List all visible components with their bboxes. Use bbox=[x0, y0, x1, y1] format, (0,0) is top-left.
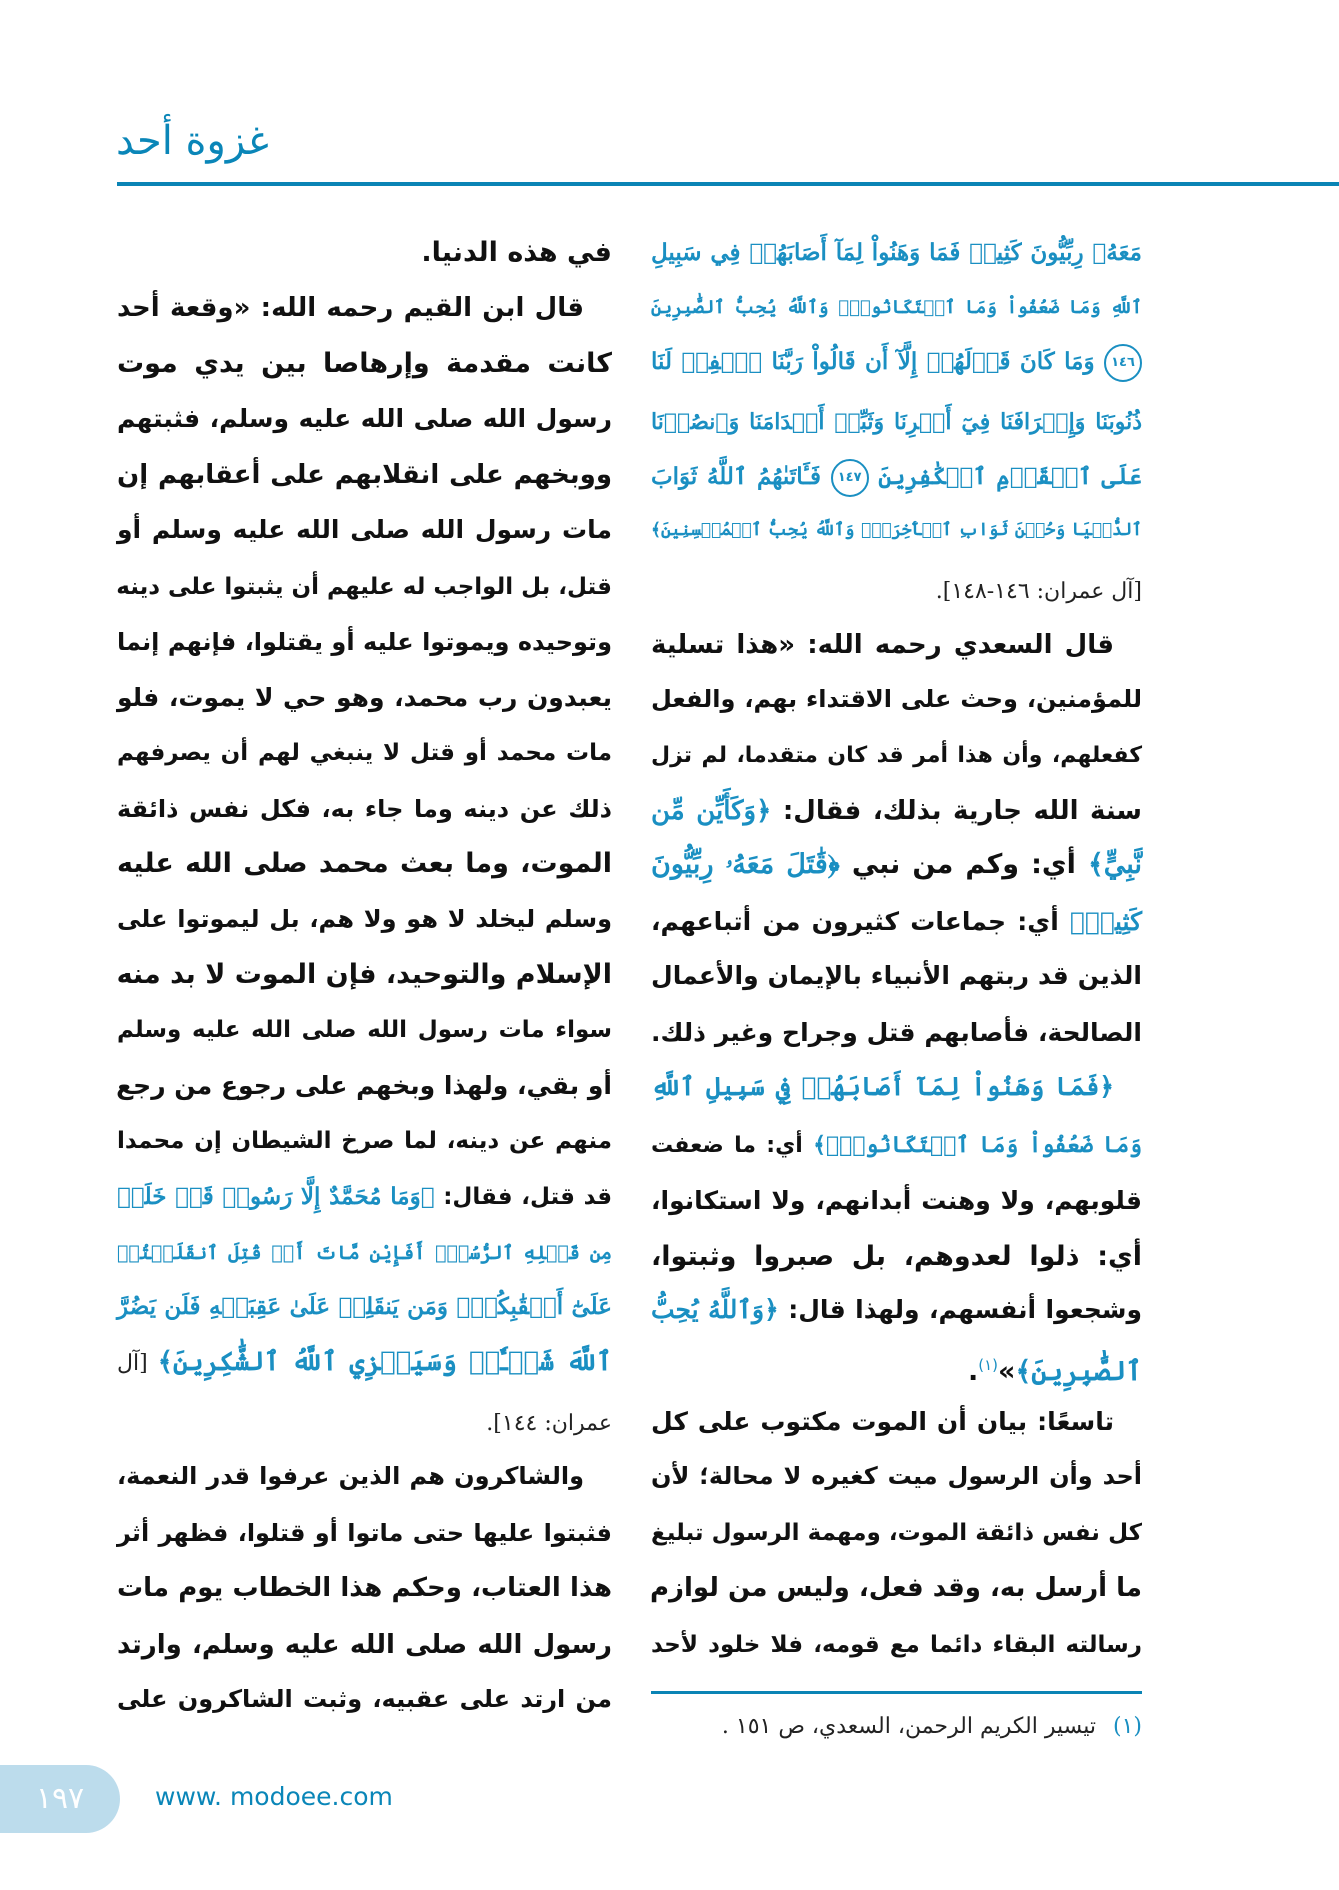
text-line bbox=[651, 1338, 1142, 1392]
ayah-number-marker: ١٤٧ bbox=[831, 459, 869, 497]
text-line bbox=[651, 1230, 1142, 1284]
text-line bbox=[651, 618, 1142, 672]
text-line bbox=[651, 949, 1142, 1003]
text-line bbox=[651, 1561, 1142, 1615]
body-text: سواء مات رسول الله صلى الله عليه وسلم bbox=[117, 1017, 612, 1043]
text-line bbox=[117, 392, 612, 446]
quran-verse-text: ذُنُوبَنَا وَإِسۡرَافَنَا فِيٓ أَمۡرِنَا وَثَبِّتۡ أَقۡدَامَنَا وَٱنصُرۡنَا bbox=[651, 409, 1142, 435]
website-link[interactable]: www. modoee.com bbox=[155, 1782, 393, 1811]
body-text: رسول الله صلى الله عليه وسلم، وارتد bbox=[117, 1630, 612, 1660]
body-text: وتوحيده ويموتوا عليه أو يقتلوا، فإنهم إنما bbox=[117, 628, 612, 656]
footnote-text: تيسير الكريم الرحمن، السعدي، ص ١٥١ . bbox=[721, 1714, 1096, 1739]
body-text: أي: وكم من نبي bbox=[839, 849, 1088, 880]
body-text: قال السعدي رحمه الله: «هذا تسلية bbox=[651, 630, 1114, 660]
text-line bbox=[117, 1561, 612, 1615]
text-line bbox=[651, 1060, 1142, 1114]
text-line bbox=[651, 563, 1142, 617]
quran-verse-text: نَّبِيٍّ﴾ bbox=[1087, 849, 1142, 880]
text-line bbox=[651, 1174, 1142, 1228]
text-line bbox=[117, 503, 612, 557]
body-text: الصالحة، فأصابهم قتل وجراح وغير ذلك. bbox=[651, 1018, 1142, 1047]
text-line bbox=[117, 560, 612, 614]
text-line bbox=[117, 1335, 612, 1389]
text-line bbox=[651, 503, 1142, 557]
body-text: وشجعوا أنفسهم، ولهذا قال: bbox=[778, 1295, 1142, 1324]
text-line bbox=[651, 838, 1142, 892]
text-line bbox=[651, 226, 1142, 280]
text-line bbox=[651, 1618, 1142, 1672]
text-line bbox=[651, 395, 1142, 449]
quran-verse-text: ٱللَّهَ شَيۡـٔٗاۗ وَسَيَجۡزِي ٱللَّهُ ٱلشَّٰكِرِينَ﴾ bbox=[157, 1347, 612, 1377]
text-line bbox=[651, 335, 1142, 389]
text-line bbox=[651, 1506, 1142, 1560]
ayah-number-marker: ١٤٦ bbox=[1104, 344, 1142, 382]
body-text: أي: جماعات كثيرون من أتباعهم، bbox=[651, 907, 1070, 936]
footnote-divider bbox=[651, 1691, 1142, 1694]
footnote-ref: (١) bbox=[978, 1356, 998, 1374]
body-text: أي: ذلوا لعدوهم، بل صبروا وثبتوا، bbox=[651, 1241, 1142, 1272]
quran-verse-text: ٱللَّهِ وَمَا ضَعُفُواْ وَمَا ٱسۡتَكَانُواْۗ وَٱللَّهُ يُحِبُّ ٱلصَّٰبِرِينَ bbox=[651, 297, 1142, 318]
text-line bbox=[117, 1672, 612, 1726]
text-line bbox=[117, 1449, 612, 1503]
body-text: الموت، وما بعث محمد صلى الله عليه bbox=[117, 848, 612, 879]
body-text: رسالته البقاء دائما مع قومه، فلا خلود لأحد bbox=[651, 1632, 1142, 1658]
text-line bbox=[651, 1006, 1142, 1060]
quran-verse-text: ﴿قَٰتَلَ مَعَهُۥ رِبِّيُّونَ bbox=[651, 849, 840, 880]
text-line bbox=[651, 672, 1142, 726]
quran-verse-text: مِن قَبۡلِهِ ٱلرُّسُلُۚ أَفَإِيْن مَّاتَ أَوۡ قُتِلَ ٱنقَلَبۡتُمۡ bbox=[117, 1242, 612, 1264]
body-text: كانت مقدمة وإرهاصا بين يدي موت bbox=[117, 348, 612, 379]
body-text: أحد وأن الرسول ميت كغيره لا محالة؛ لأن bbox=[651, 1462, 1142, 1490]
quran-verse-text: عَلَى ٱلۡقَوۡمِ ٱلۡكَٰفِرِينَ bbox=[868, 463, 1142, 490]
verse-reference: [آل عمران: ١٤٦-١٤٨]. bbox=[935, 579, 1142, 604]
body-text: منهم عن دينه، لما صرخ الشيطان إن محمدا bbox=[117, 1128, 612, 1154]
text-line bbox=[651, 450, 1142, 504]
text-line bbox=[117, 671, 612, 725]
text-line bbox=[651, 1118, 1142, 1172]
body-text: مات محمد أو قتل لا ينبغي لهم أن يصرفهم bbox=[117, 740, 612, 766]
body-text: فثبتوا عليها حتى ماتوا أو قتلوا، فظهر أثر bbox=[117, 1519, 612, 1547]
text-line bbox=[651, 1283, 1142, 1337]
text-line bbox=[651, 281, 1142, 335]
quran-verse-text: ٱلدُّنۡيَا وَحُسۡنَ ثَوَابِ ٱلۡأٓخِرَةِۗ وَٱللَّهُ يُحِبُّ ٱلۡمُحۡسِنِينَ﴾ bbox=[651, 520, 1142, 540]
quran-verse-text: كَثِيرٞ﴾ bbox=[1070, 907, 1142, 936]
text-line bbox=[117, 1003, 612, 1057]
body-text: سنة الله جارية بذلك، فقال: bbox=[771, 796, 1143, 826]
text-line bbox=[117, 782, 612, 836]
quran-verse-text: ٱلصَّٰبِرِينَ﴾ bbox=[1015, 1356, 1142, 1387]
body-text: للمؤمنين، وحث على الاقتداء بهم، والفعل bbox=[651, 685, 1142, 713]
body-text: ذلك عن دينه وما جاء به، فكل نفس ذائقة bbox=[117, 795, 612, 823]
text-line bbox=[117, 226, 612, 280]
header-divider bbox=[117, 182, 1339, 186]
text-line bbox=[117, 892, 612, 946]
quran-verse-text: ﴿وَٱللَّهُ يُحِبُّ bbox=[651, 1295, 779, 1324]
body-text: الذين قد ربتهم الأنبياء بالإيمان والأعمال bbox=[651, 961, 1142, 990]
body-text: والشاكرون هم الذين عرفوا قدر النعمة، bbox=[117, 1462, 584, 1490]
body-text: . bbox=[967, 1356, 979, 1387]
text-line bbox=[117, 1395, 612, 1449]
body-text: قد قتل، فقال: bbox=[434, 1184, 612, 1210]
body-text: ما أرسل به، وقد فعل، وليس من لوازم bbox=[649, 1573, 1142, 1603]
quran-verse-text: ﴿وَمَا مُحَمَّدٌ إِلَّا رَسُولٞ قَدۡ خَلَتۡ bbox=[117, 1183, 435, 1210]
text-line bbox=[117, 1280, 612, 1334]
running-header-title: غزوة أحد bbox=[116, 118, 269, 164]
body-text: قتل، بل الواجب له عليهم أن يثبتوا على دينه bbox=[116, 574, 612, 600]
quran-verse-text: عَلَىٰٓ أَعۡقَٰبِكُمۡۚ وَمَن يَنقَلِبۡ عَلَىٰ عَقِبَيۡهِ فَلَن يَضُرَّ bbox=[117, 1293, 612, 1320]
text-line bbox=[117, 948, 612, 1002]
quran-verse-text: ﴿فَمَا وَهَنُواْ لِمَآ أَصَابَهُمۡ فِي سَبِيلِ ٱللَّهِ bbox=[651, 1072, 1114, 1101]
body-text: من ارتد على عقبيه، وثبت الشاكرون على bbox=[117, 1685, 612, 1713]
body-text: يعبدون رب محمد، وهو حي لا يموت، فلو bbox=[117, 683, 612, 712]
quran-verse-text: ﴿وَكَأَيِّن مِّن bbox=[651, 796, 772, 826]
body-text: الإسلام والتوحيد، فإن الموت لا بد منه bbox=[116, 959, 612, 990]
text-line bbox=[117, 1114, 612, 1168]
text-line bbox=[117, 615, 612, 669]
body-text: رسول الله صلى الله عليه وسلم، فثبتهم bbox=[117, 404, 612, 433]
body-text: كفعلهم، وأن هذا أمر قد كان متقدما، لم تزل bbox=[651, 743, 1142, 768]
text-line bbox=[651, 895, 1142, 949]
body-text: هذا العتاب، وحكم هذا الخطاب يوم مات bbox=[117, 1573, 612, 1603]
text-line bbox=[117, 281, 612, 335]
text-line bbox=[117, 448, 612, 502]
text-line bbox=[651, 1449, 1142, 1503]
text-line bbox=[117, 726, 612, 780]
text-line bbox=[651, 784, 1142, 838]
text-line bbox=[651, 729, 1142, 783]
text-line bbox=[117, 1059, 612, 1113]
verse-reference: عمران: ١٤٤]. bbox=[486, 1411, 612, 1436]
text-line bbox=[117, 1170, 612, 1224]
body-text: قلوبهم، ولا وهنت أبدانهم، ولا استكانوا، bbox=[651, 1186, 1142, 1215]
body-text: مات رسول الله صلى الله عليه وسلم أو bbox=[117, 515, 612, 544]
quran-verse-text: وَمَا ضَعُفُواْ وَمَا ٱسۡتَكَانُواْۗ﴾ bbox=[813, 1132, 1142, 1158]
text-line bbox=[651, 1395, 1142, 1449]
verse-reference: [آل bbox=[117, 1351, 158, 1376]
footnote-number: (١) bbox=[1112, 1714, 1142, 1739]
body-text: » bbox=[997, 1356, 1016, 1387]
text-line bbox=[117, 337, 612, 391]
body-text: ووبخهم على انقلابهم على أعقابهم إن bbox=[117, 460, 612, 490]
body-text: أي: ما ضعفت bbox=[651, 1133, 814, 1158]
body-text: قال ابن القيم رحمه الله: «وقعة أحد bbox=[117, 293, 584, 323]
body-text: كل نفس ذائقة الموت، ومهمة الرسول تبليغ bbox=[651, 1520, 1142, 1546]
text-line bbox=[117, 1226, 612, 1280]
quran-verse-text: مَعَهُۥ رِبِّيُّونَ كَثِيرٞ فَمَا وَهَنُواْ لِمَآ أَصَابَهُمۡ فِي سَبِيلِ bbox=[651, 239, 1142, 266]
footnote bbox=[651, 1708, 1142, 1746]
body-text: تاسعًا: بيان أن الموت مكتوب على كل bbox=[651, 1407, 1114, 1436]
text-line bbox=[117, 1618, 612, 1672]
text-line bbox=[117, 837, 612, 891]
text-line bbox=[117, 1506, 612, 1560]
quran-verse-text: فَـَٔاتَىٰهُمُ ٱللَّهُ ثَوَابَ bbox=[651, 463, 831, 490]
body-text: أو بقي، ولهذا وبخهم على رجوع من رجع bbox=[116, 1071, 612, 1100]
page-number-tab: ١٩٧ bbox=[0, 1765, 120, 1833]
body-text: في هذه الدنيا. bbox=[421, 237, 612, 268]
quran-verse-text: وَمَا كَانَ قَوۡلَهُمۡ إِلَّآ أَن قَالُواْ رَبَّنَا ٱغۡفِرۡ لَنَا bbox=[651, 348, 1104, 375]
body-text: وسلم ليخلد لا هو ولا هم، بل ليموتوا على bbox=[117, 905, 612, 933]
